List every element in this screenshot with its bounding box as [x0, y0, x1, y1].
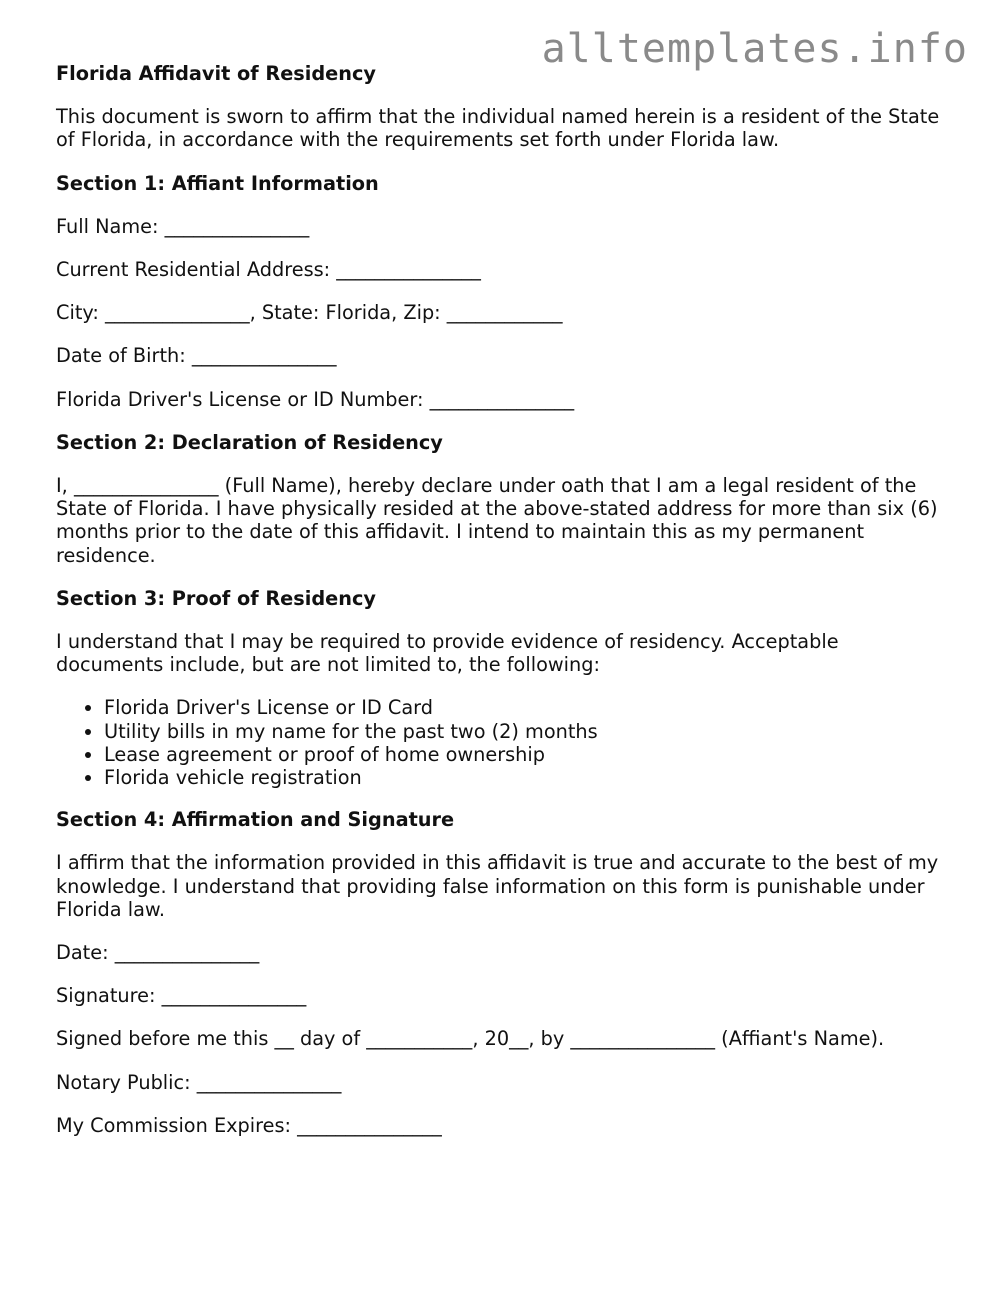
- document-title: Florida Affidavit of Residency: [56, 62, 376, 85]
- list-item: • Florida Driver's License or ID Card: [104, 696, 946, 719]
- intro-paragraph: This document is sworn to affirm that the individual named herein is a resident of the State of Florida, in accordance with the requirements set forth under Florida law.: [56, 105, 940, 152]
- signed-before-line: Signed before me this __ day of ___________, 20__, by _______________ (Affiant's Name).: [56, 1027, 885, 1051]
- signature-field: Signature: _______________: [56, 984, 307, 1008]
- proof-paragraph: I understand that I may be required to provide evidence of residency. Acceptable documents include, but are not limited to, the following:: [56, 630, 839, 677]
- document-page: [56, 62, 946, 1157]
- section-2-heading: Section 2: Declaration of Residency: [56, 430, 443, 454]
- notary-public-field: Notary Public: _______________: [56, 1070, 342, 1094]
- full-name-field: Full Name: _______________: [56, 214, 310, 238]
- affirmation-paragraph: I affirm that the information provided in this affidavit is true and accurate to the best of my knowledge. I understand that providing false information on this form is punishable under Florida law.: [56, 851, 939, 921]
- list-item: • Utility bills in my name for the past two (2) months: [104, 720, 946, 743]
- section-3-heading: Section 3: Proof of Residency: [56, 586, 376, 610]
- section-4-heading: Section 4: Affirmation and Signature: [56, 808, 455, 832]
- date-of-birth-field: Date of Birth: _______________: [56, 344, 337, 368]
- commission-expires-field: My Commission Expires: _______________: [56, 1113, 442, 1137]
- date-field: Date: _______________: [56, 941, 260, 965]
- watermark: alltemplates.info: [541, 26, 968, 72]
- proof-documents-list: [56, 696, 946, 789]
- list-item: • Lease agreement or proof of home ownership: [104, 743, 946, 766]
- city-state-zip-field: City: _______________, State: Florida, Zip: ____________: [56, 301, 563, 325]
- license-number-field: Florida Driver's License or ID Number: _______________: [56, 387, 575, 411]
- section-1-heading: Section 1: Affiant Information: [56, 171, 379, 195]
- list-item: • Florida vehicle registration: [104, 766, 946, 789]
- declaration-paragraph: I, _______________ (Full Name), hereby declare under oath that I am a legal resident of the State of Florida. I have physically resided at the above-stated address for more than six (6) months prior to the date of this affidavit. I intend to maintain this as my permanent residence.: [56, 474, 938, 567]
- address-field: Current Residential Address: _______________: [56, 258, 481, 282]
